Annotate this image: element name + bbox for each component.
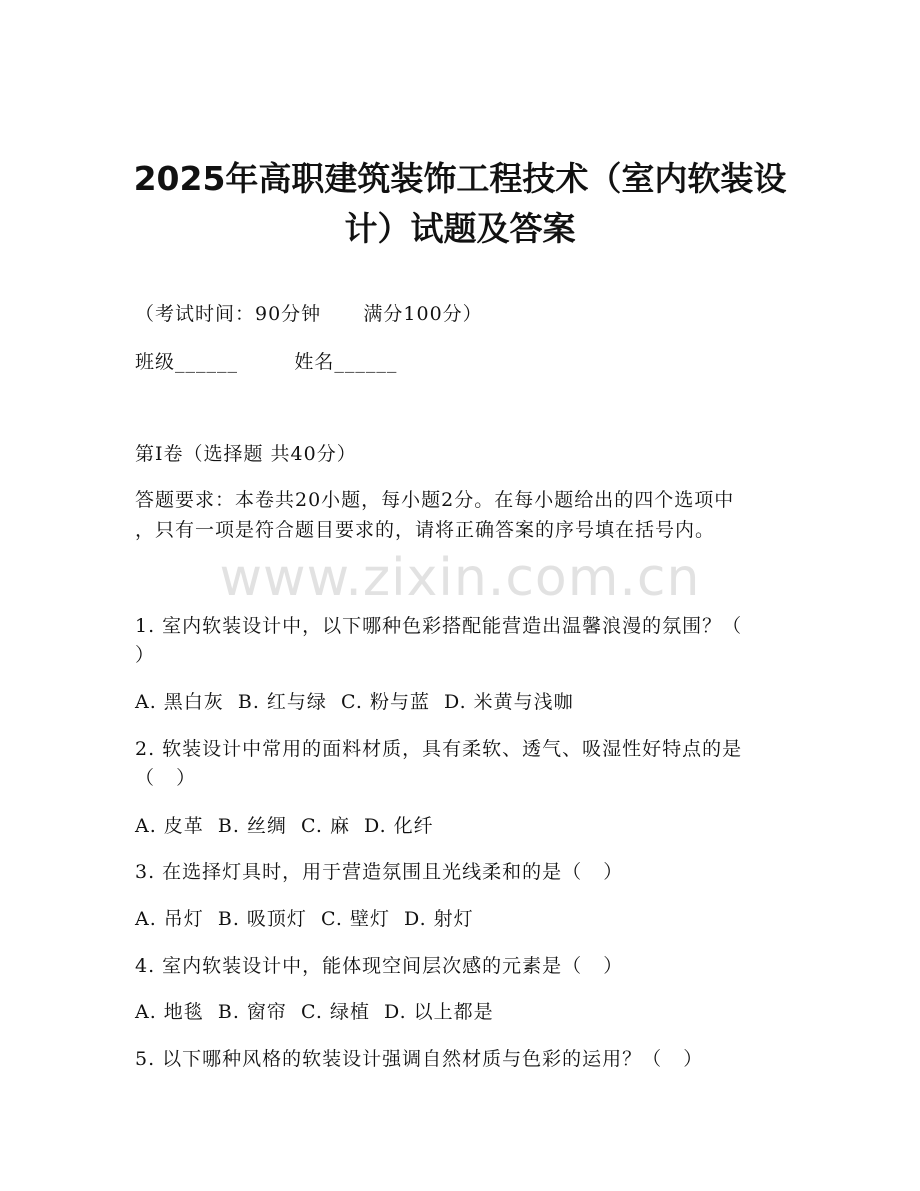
instructions-line-2: ，只有一项是符合题目要求的，请将正确答案的序号填在括号内。 (135, 519, 716, 541)
watermark: www.zixin.com.cn (219, 548, 701, 608)
document-title-line-2: 计）试题及答案 (344, 209, 576, 248)
question-1-stem-line-2: ） (135, 644, 156, 666)
question-1-stem-line-1: 1. 室内软装设计中，以下哪种色彩搭配能营造出温馨浪漫的氛围？（ (135, 615, 743, 637)
question-4-stem: 4. 室内软装设计中，能体现空间层次感的元素是（ ） (135, 955, 624, 977)
document-title-line-1: 2025年高职建筑装饰工程技术（室内软装设 (133, 159, 787, 198)
question-3-options: A. 吊灯 B. 吸顶灯 C. 壁灯 D. 射灯 (135, 908, 474, 930)
question-3-stem: 3. 在选择灯具时，用于营造氛围且光线柔和的是（ ） (135, 861, 624, 883)
section-heading: 第I卷（选择题 共40分） (135, 443, 357, 465)
question-2-options: A. 皮革 B. 丝绸 C. 麻 D. 化纤 (135, 815, 434, 837)
class-name-fields: 班级______ 姓名______ (135, 351, 398, 373)
question-5-stem: 5. 以下哪种风格的软装设计强调自然材质与色彩的运用？（ ） (135, 1048, 704, 1070)
question-2-stem-line-2: （ ） (135, 767, 197, 789)
exam-info: （考试时间：90分钟 满分100分） (135, 303, 483, 325)
question-4-options: A. 地毯 B. 窗帘 C. 绿植 D. 以上都是 (135, 1001, 494, 1023)
question-1-options: A. 黑白灰 B. 红与绿 C. 粉与蓝 D. 米黄与浅咖 (135, 691, 574, 713)
question-2-stem-line-1: 2. 软装设计中常用的面料材质，具有柔软、透气、吸湿性好特点的是 (135, 738, 743, 760)
instructions-line-1: 答题要求：本卷共20小题，每小题2分。在每小题给出的四个选项中 (135, 489, 735, 511)
